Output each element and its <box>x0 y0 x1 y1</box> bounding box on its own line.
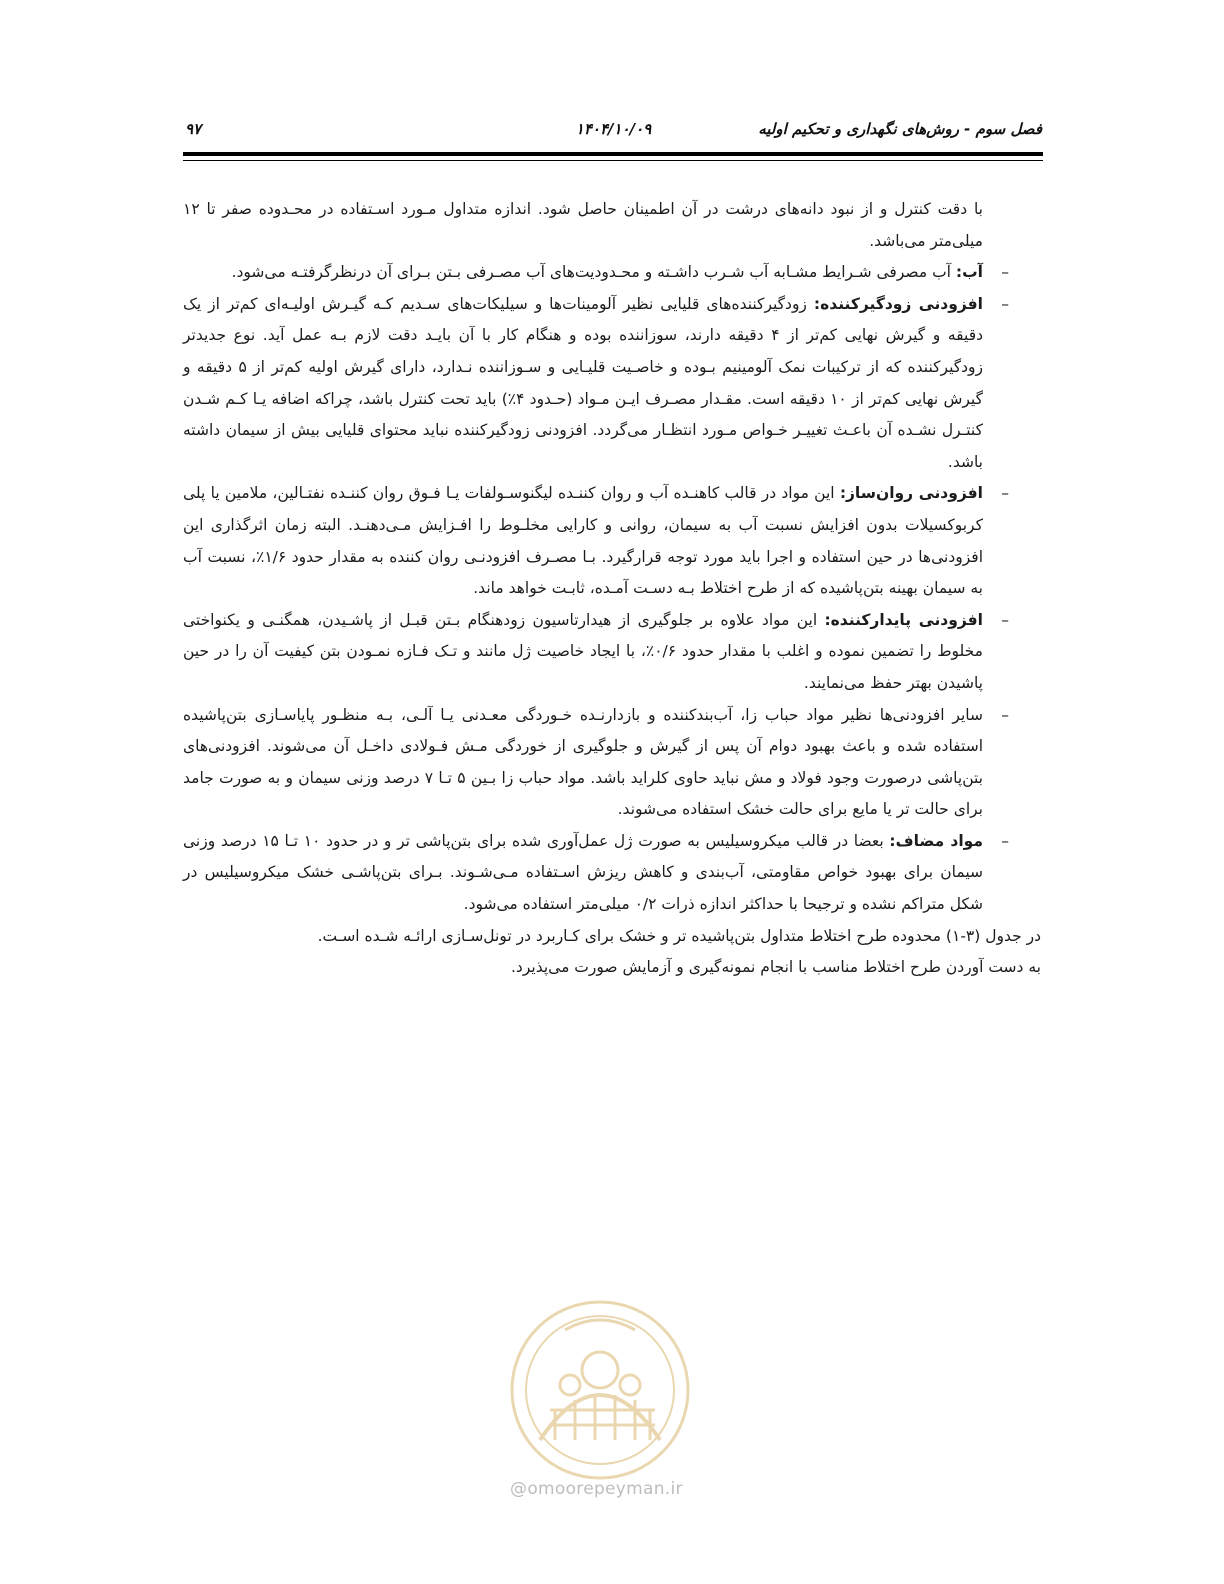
dash-bullet: – <box>1001 263 1009 282</box>
watermark-seal <box>495 1290 705 1490</box>
at-sign-icon: @ <box>510 1479 528 1499</box>
item-term: مواد مضاف: <box>889 831 983 850</box>
item-text: این مواد علاوه بر جلوگیری از هیدارتاسیون زودهنگام بـتن قبـل از پاشـیدن، همگنـی و یکنواختی مخلوط را تضمین نموده و اغلب با مقدار حدود ۰/۶٪، با ایجاد خاصیت ژل مانند و تـک فـازه نمـودن بتن کیفیت آن را در حین پاشیدن بهتر حفظ می‌نمایند. <box>183 610 983 692</box>
dash-bullet: – <box>1001 831 1009 850</box>
item-term: آب: <box>955 263 983 282</box>
header-rule-thin <box>183 160 1043 161</box>
list-item-accelerator <box>183 289 1013 479</box>
dash-bullet: – <box>1001 705 1009 724</box>
closing-paragraph <box>139 921 1041 984</box>
dash-bullet: – <box>1001 484 1009 503</box>
intro-paragraph: با دقت کنترل و از نبود دانه‌های درشت در آن اطمینان حاصل شود. اندازه متداول مـورد اسـتفاده در محـدوده صفر تا ۱۲ میلی‌متر می‌باشد. <box>183 200 983 250</box>
list-item-other-admixtures <box>183 700 1013 826</box>
item-text: سایر افزودنی‌ها نظیر مواد حباب زا، آب‌بندکننده و بازدارنـده خـوردگی معـدنی یـا آلـی، بـه منظـور پایاسـازی بتن‌پاشیده استفاده شده و باعث بهبود دوام آن پس از گیرش و جلوگیری از خوردگی مـش فـولادی داخـل آن می‌شوند. افزودنی‌های بتن‌پاشی درصورت وجود فولاد و مش نباید حاوی کلراید باشد. مواد حباب زا بـین ۵ تـا ۷ درصد وزنی سیمان و به صورت جامد برای حالت تر یا مایع برای حالت خشک استفاده می‌شوند. <box>183 705 983 819</box>
item-text: آب مصرفی شـرایط مشـابه آب شـرب داشـته و محـدودیت‌های آب مصـرفی بـتن بـرای آن درنظرگرفتـه می‌شود. <box>231 263 956 282</box>
page-header <box>185 120 1042 142</box>
page-number: ۹۷ <box>185 120 202 138</box>
item-term: افزودنی روان‌ساز: <box>839 484 983 503</box>
header-rule-thick <box>183 152 1043 156</box>
item-text: زودگیرکننده‌های قلیایی نظیر آلومینات‌ها و سیلیکات‌های سـدیم کـه گیـرش اولیـه‌ای کم‌تر از یک دقیقه و گیرش نهایی کم‌تر از ۴ دقیقه دارند، سوزاننده بوده و هنگام کار با آن بایـد دقت لازم بـه عمل آید. نوع جدیدتر زودگیرکننده که از ترکیبات نمک آلومینیم بـوده و خاصـیت قلیـایی و سـوزاننده نـدارد، دارای گیرش اولیه کم‌تر از ۵ دقیقه و گیرش نهایی کم‌تر از ۱۰ دقیقه است. مقـدار مصـرف ایـن مـواد (حـدود ۴٪) باید تحت کنترل باشد، چراکه اضافه یـا کـم شـدن کنتـرل نشـده آن باعـث تغییـر خـواص مـورد انتظـار می‌گردد. افزودنی زودگیرکننده نباید محتوای قلیایی بیش از سیمان داشته باشد. <box>183 294 984 471</box>
chapter-title: فصل سوم - روش‌های نگهداری و تحکیم اولیه <box>758 120 1042 138</box>
list-item-stabilizer <box>183 605 1013 700</box>
header-date: ۱۴۰۴/۱۰/۰۹ <box>575 120 652 138</box>
list-item-additives <box>183 826 1013 921</box>
closing-line-2: به دست آوردن طرح اختلاط مناسب با انجام نمونه‌گیری و آزمایش صورت می‌پذیرد. <box>511 958 1041 977</box>
closing-line-1: در جدول (۳-۱) محدوده طرح اختلاط متداول بتن‌پاشیده تر و خشک برای کـاربرد در تونل‌سـازی ارائـه شـده اسـت. <box>317 926 1041 945</box>
list-item-water <box>183 257 1013 289</box>
item-term: افزودنی زودگیرکننده: <box>813 294 983 313</box>
item-text: این مواد در قالب کاهنـده آب و روان کننـده لیگنوسـولفات یـا فـوق روان کننـده نفتـالین، ملامین یا پلی کربوکسیلات بدون افزایش نسبت آب به سیمان، روانی و کارایی مخلـوط را افـزایش مـی‌دهنـد. البته زمان اثرگذاری این افزودنی‌ها در حین استفاده و اجرا باید مورد توجه قرارگیرد. بـا مصـرف افزودنـی روان کننده به مقدار حدود ۱/۶٪، نسبت آب به سیمان بهینه بتن‌پاشیده که از طرح اختلاط بـه دسـت آمـده، ثابـت خواهد ماند. <box>183 484 983 598</box>
dash-bullet: – <box>1001 294 1009 313</box>
item-term: افزودنی پایدارکننده: <box>824 610 983 629</box>
list-item-plasticizer <box>183 478 1013 604</box>
dash-bullet: – <box>1001 610 1009 629</box>
item-text: بعضا در قالب میکروسیلیس به صورت ژل عمل‌آوری شده برای بتن‌پاشی تر و در حدود ۱۰ تـا ۱۵ درصد وزنی سیمان برای بهبود خواص مقاومتی، آب‌بندی و کاهش ریزش اسـتفاده مـی‌شـوند. بـرای بتن‌پاشـی خشک میکروسیلیس در شکل متراکم نشده و ترجیحا با حداکثر اندازه ذرات ۰/۲ میلی‌متر استفاده می‌شود. <box>183 831 983 914</box>
body-text <box>183 194 1041 984</box>
watermark-site: @omoorepeyman.ir <box>510 1479 683 1499</box>
